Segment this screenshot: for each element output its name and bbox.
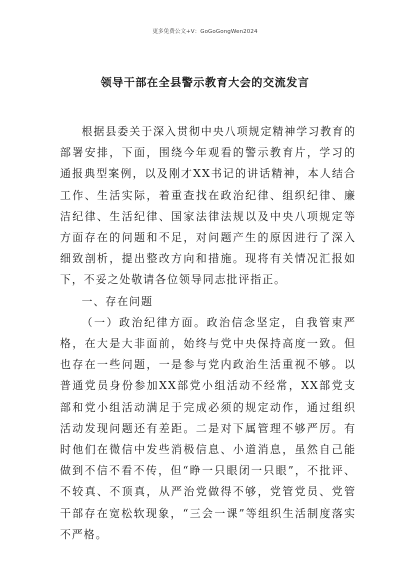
section-heading: 一、存在问题 [81,294,153,308]
document-title: 领导干部在全县警示教育大会的交流发言 [100,76,310,89]
section-paragraph: （一）政治纪律方面。政治信念坚定，自我管束严格，在大是大非面前，始终与党中央保持高度一致。但也存在一些问题，一是参与党内政治生活重视不够。以普通党员身份参加XX部党小组活动不经常，XX部党支部和党小组活动满足于完成必须的规定动作，通过组织活动发现问题还有差距。二是对下属管理不够严厉。有时他们在微信中发些消极信息、小道消息，虽然自己能做到不信不看不传，但“睁一只眼闭一只眼”，不批评、不较真、不顶真，从严治党做得不够，党管党员、党管干部存在宽松软现象，“三会一课”等组织生活制度落实不严格。 [60,315,356,541]
watermark-text: 更多免费公文+V：GoGoGongWen2024 [152,29,258,35]
intro-paragraph: 根据县委关于深入贯彻中央八项规定精神学习教育的部署安排，下面，围绕今年观看的警示教育片，学习的通报典型案例，以及刚才XX书记的讲话精神，本人结合工作、生活实际，着重查找在政治纪律、组织纪律、廉洁纪律、生活纪律、国家法律法规以及中央八项规定等方面存在的问题和不足，对问题产生的原因进行了深入细致剖析，提出整改方向和措施。现将有关情况汇报如下，不妥之处敬请各位领导同志批评指正。 [60,125,356,287]
document-body [60,121,356,545]
